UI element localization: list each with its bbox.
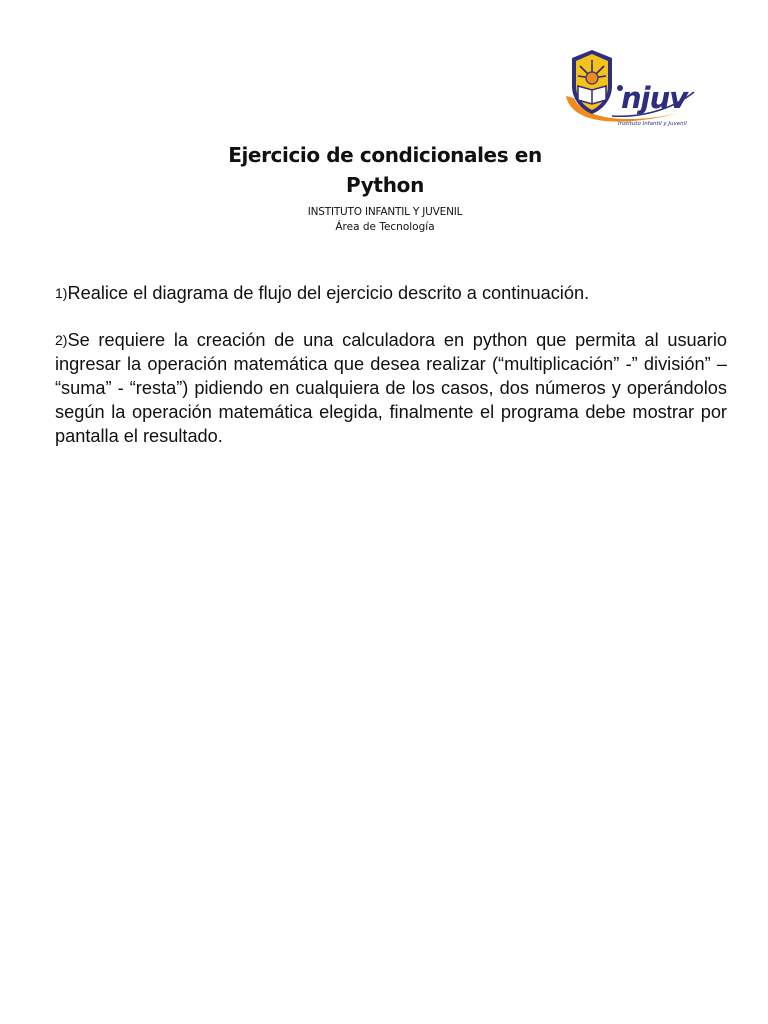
document-title-line2: Python xyxy=(345,173,425,197)
exercise-item-1 xyxy=(55,281,727,305)
item-text: Realice el diagrama de flujo del ejercicio descrito a continuación. xyxy=(67,283,590,303)
item-text: Se requiere la creación de una calculadora en python que permita al usuario ingresar la operación matemática que desea realizar (“multiplicación” -” división” – “suma” - “resta”) pidiendo en cualquiera de los casos, dos números y operándolos según la operación matemática elegida, finalmente el programa debe mostrar por pantalla el resultado. xyxy=(55,330,727,446)
logo-tagline: Instituto Infantil y Juvenil xyxy=(618,121,687,127)
exercise-item-2 xyxy=(55,328,727,448)
document-title-line1: Ejercicio de condicionales en xyxy=(228,143,542,167)
item-number: 2) xyxy=(55,332,68,348)
item-number: 1) xyxy=(55,285,68,301)
area-name: Área de Tecnología xyxy=(335,221,435,233)
logo-wordmark: njuv xyxy=(621,81,688,115)
injuv-logo xyxy=(564,48,698,132)
institution-name: INSTITUTO INFANTIL Y JUVENIL xyxy=(307,206,463,218)
